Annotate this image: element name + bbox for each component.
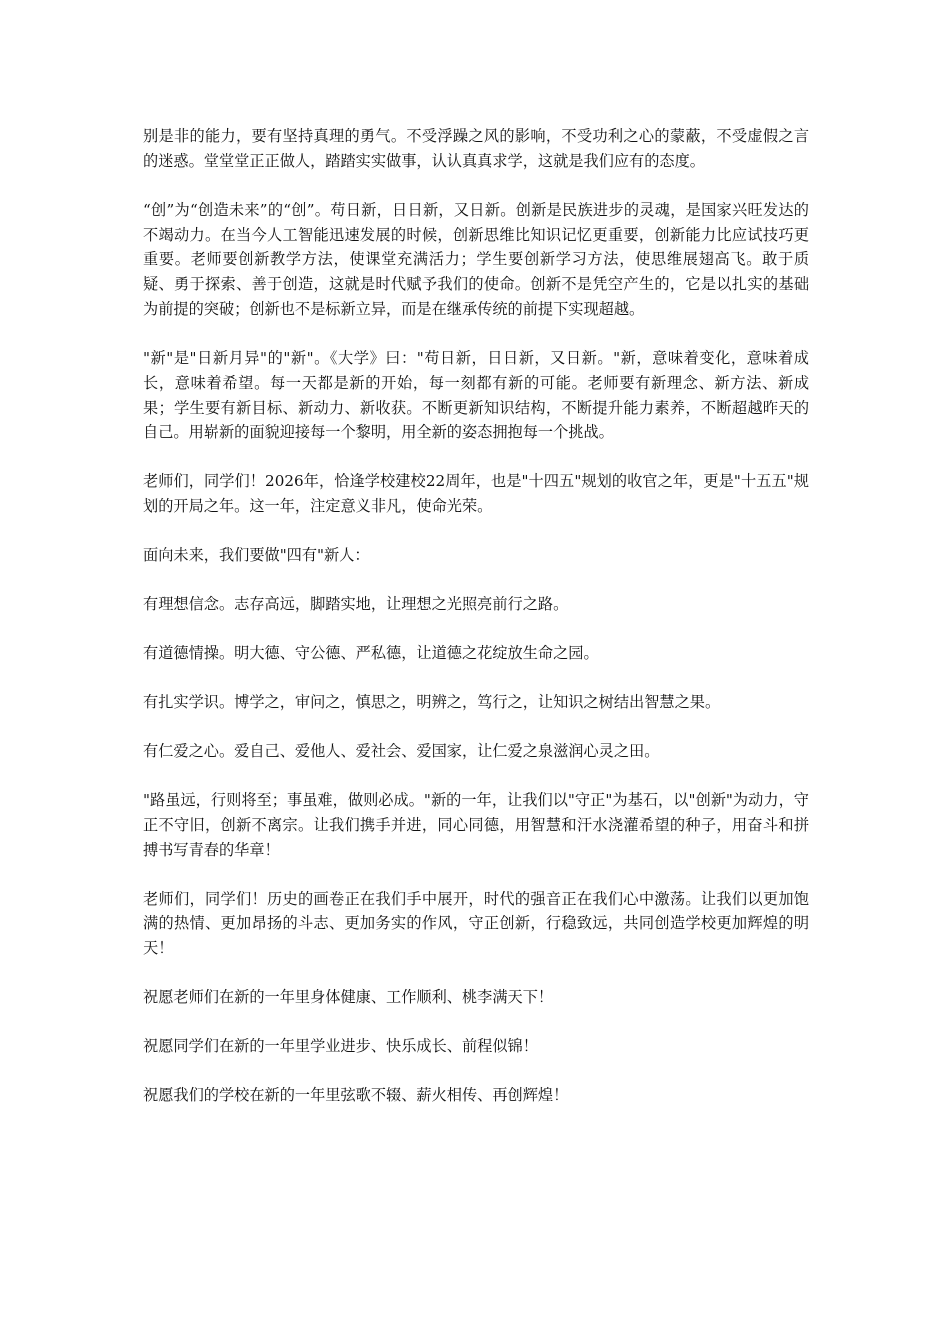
paragraph-wish-school: 祝愿我们的学校在新的一年里弦歌不辍、薪火相传、再创辉煌！: [143, 1086, 569, 1105]
paragraph-knowledge: 有扎实学识。博学之，审问之，慎思之，明辨之，笃行之，让知识之树结出智慧之果。: [143, 693, 721, 712]
paragraph-critical-thinking: 别是非的能力，要有坚持真理的勇气。不受浮躁之风的影响，不受功利之心的蒙蔽，不受虚假之言的迷惑。堂堂堂正正做人，踏踏实实做事，认认真真求学，这就是我们应有的态度。: [143, 127, 809, 170]
document-body: [143, 124, 809, 1132]
paragraph-call-to-action: "路虽远，行则将至；事虽难，做则必成。"新的一年，让我们以"守正"为基石，以"创新"为动力，守正不守旧，创新不离宗。让我们携手并进，同心同德，用智慧和汗水浇灌希望的种子，用奋斗和拼搏书写青春的华章！: [143, 791, 809, 859]
paragraph-renewal: "新"是"日新月异"的"新"。《大学》曰："苟日新，日日新，又日新。"新，意味着变化，意味着成长，意味着希望。每一天都是新的开始，每一刻都有新的可能。老师要有新理念、新方法、新成果；学生要有新目标、新动力、新收获。不断更新知识结构，不断提升能力素养，不断超越昨天的自己。用崭新的面貌迎接每一个黎明，用全新的姿态拥抱每一个挑战。: [143, 348, 809, 442]
paragraph-innovation: “创”为“创造未来”的“创”。苟日新，日日新，又日新。创新是民族进步的灵魂，是国家兴旺发达的不竭动力。在当今人工智能迅速发展的时候，创新思维比知识记忆更重要，创新能力比应试技巧更重要。老师要创新教学方法，使课堂充满活力；学生要创新学习方法，使思维展翅高飞。敢于质疑、勇于探索、善于创造，这就是时代赋予我们的使命。创新不是凭空产生的，它是以扎实的基础为前提的突破；创新也不是标新立异，而是在继承传统的前提下实现超越。: [143, 200, 809, 318]
paragraph-future: 老师们，同学们！历史的画卷正在我们手中展开，时代的强音正在我们心中激荡。让我们以更加饱满的热情、更加昂扬的斗志、更加务实的作风，守正创新，行稳致远，共同创造学校更加辉煌的明天！: [143, 889, 809, 958]
paragraph-wish-students: 祝愿同学们在新的一年里学业进步、快乐成长、前程似锦！: [143, 1037, 538, 1056]
paragraph-wish-teachers: 祝愿老师们在新的一年里身体健康、工作顺利、桃李满天下！: [143, 988, 554, 1007]
paragraph-anniversary: 老师们，同学们！2026年，恰逢学校建校22周年，也是"十四五"规划的收官之年，更是"十五五"规划的开局之年。这一年，注定意义非凡，使命光荣。: [143, 472, 809, 516]
paragraph-benevolence: 有仁爱之心。爱自己、爱他人、爱社会、爱国家，让仁爱之泉滋润心灵之田。: [143, 742, 660, 761]
paragraph-morality: 有道德情操。明大德、守公德、严私德，让道德之花绽放生命之园。: [143, 644, 599, 663]
paragraph-four-haves-intro: 面向未来，我们要做"四有"新人：: [143, 546, 370, 565]
paragraph-ideals: 有理想信念。志存高远，脚踏实地，让理想之光照亮前行之路。: [143, 595, 569, 614]
